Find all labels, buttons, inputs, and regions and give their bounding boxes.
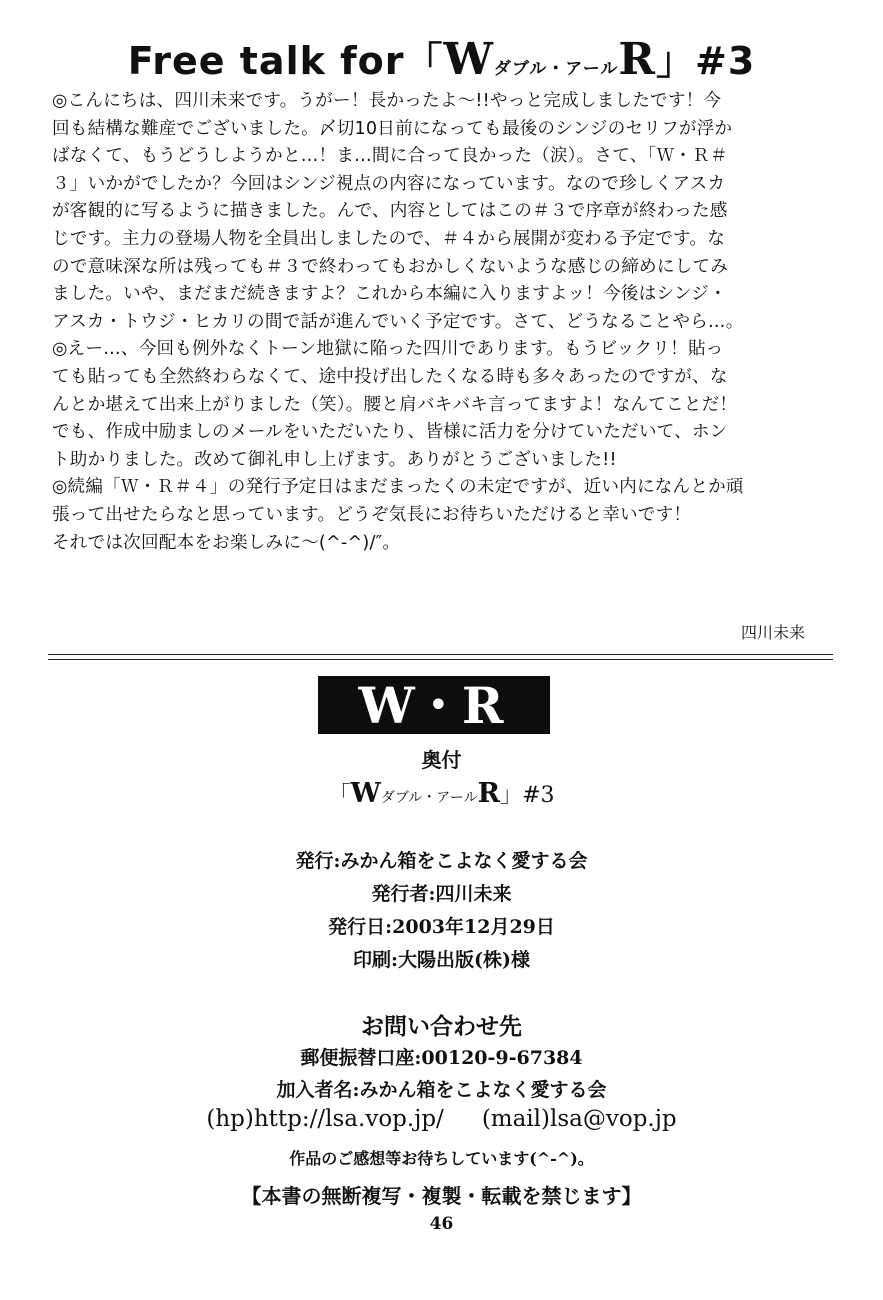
colophon-suffix: #3 — [522, 783, 555, 808]
logo-w: W — [358, 675, 421, 735]
body-line: ても貼っても全然終わらなくて、途中投げ出したくなる時も多々あったのですが、な — [52, 366, 728, 387]
postal-account-line: 郵便振替口座:00120-9-67384 — [300, 1047, 583, 1069]
body-line: でも、作成中励ましのメールをいただいたり、皆様に活力を分けていただいて、ホン — [52, 422, 728, 443]
body-line: ◎こんにちは、四川未来です。うがー！長かったよ～!!やっと完成しましたです！今 — [52, 91, 722, 111]
colophon-title — [0, 778, 883, 809]
title-suffix: #3 — [695, 39, 756, 83]
free-talk-body — [52, 88, 827, 557]
section-divider — [48, 654, 833, 660]
colophon-open-bracket: 「 — [328, 783, 351, 808]
email-link[interactable]: (mail)lsa@vop.jp — [481, 1106, 677, 1132]
title-r: R — [618, 34, 656, 85]
publisher-name-line: 発行者:四川未来 — [371, 883, 512, 905]
homepage-link[interactable]: (hp)http://lsa.vop.jp/ — [206, 1106, 444, 1132]
logo-dot: • — [428, 687, 454, 723]
body-line: アスカ・トウジ・ヒカリの間で話が進んでいく予定です。さて、どうなることやら…。 — [52, 311, 744, 332]
contact-urls — [0, 1106, 883, 1132]
colophon-w: W — [350, 778, 381, 809]
copyright-notice: 【本書の無断複写・複製・転載を禁じます】 — [241, 1184, 642, 1208]
colophon-label: 奥付 — [421, 748, 462, 772]
body-line: それでは次回配本をお楽しみに～(^-^)/″。 — [52, 532, 401, 553]
publisher-line: 発行:みかん箱をこよなく愛する会 — [295, 850, 588, 872]
colophon-r: R — [477, 778, 501, 809]
contact-heading: お問い合わせ先 — [361, 1013, 522, 1040]
title-w: W — [443, 34, 494, 85]
account-holder-line: 加入者名:みかん箱をこよなく愛する会 — [276, 1079, 607, 1101]
printer-line: 印刷:大陽出版(株)様 — [353, 949, 530, 971]
body-line: 回も結構な難産でございました。〆切10日前になっても最後のシンジのセリフが浮か — [52, 118, 733, 139]
colophon-kana: ダブル・アール — [380, 790, 478, 806]
body-line: ので意味深な所は残っても＃３で終わってもおかしくないような感じの締めにしてみ — [52, 256, 728, 277]
title-close-bracket: 」 — [655, 39, 695, 83]
page-number: 46 — [429, 1214, 454, 1234]
colophon-close-bracket: 」 — [500, 783, 523, 808]
body-line: ト助かりました。改めて御礼申し上げます。ありがとうございました!! — [52, 449, 617, 470]
title-prefix: Free talk for — [127, 39, 405, 83]
body-line: んとか堪えて出来上がりました（笑）。腰と肩バキバキ言ってますよ！なんてことだ！ — [52, 394, 738, 415]
body-line: 張って出せたらなと思っています。どうぞ気長にお待ちいただけると幸いです！ — [52, 504, 692, 525]
feedback-request: 作品のご感想等お待ちしています(^-^)。 — [289, 1149, 594, 1168]
body-line: ばなくて、もうどうしようかと…！ま…間に合って良かった（涙）。さて、「Ｗ・Ｒ＃ — [52, 146, 728, 167]
publish-date-line: 発行日:2003年12月29日 — [328, 916, 555, 938]
author-signature: 四川未来 — [740, 623, 805, 642]
logo-r: R — [461, 675, 510, 735]
title-kana: ダブル・アール — [493, 59, 619, 79]
body-line: ました。いや、まだまだ続きますよ？これから本編に入りますよッ！今後はシンジ・ — [52, 284, 727, 305]
title-open-bracket: 「 — [404, 39, 444, 83]
body-line: が客観的に写るように描きました。んで、内容としてはこの＃３で序章が終わった感 — [52, 201, 728, 222]
body-line: じです。主力の登場人物を全員出しましたので、＃４から展開が変わる予定です。な — [52, 228, 725, 249]
wr-logo — [318, 676, 550, 734]
body-line: ◎続編「Ｗ・Ｒ＃４」の発行予定日はまだまったくの未定ですが、近い内になんとか頑 — [52, 477, 744, 498]
body-line: ◎えー…、今回も例外なくトーン地獄に陥った四川であります。もうビックリ！貼っ — [52, 339, 724, 360]
body-line: ３」いかがでしたか？今回はシンジ視点の内容になっています。なので珍しくアスカ — [52, 173, 726, 194]
free-talk-title — [0, 30, 883, 85]
